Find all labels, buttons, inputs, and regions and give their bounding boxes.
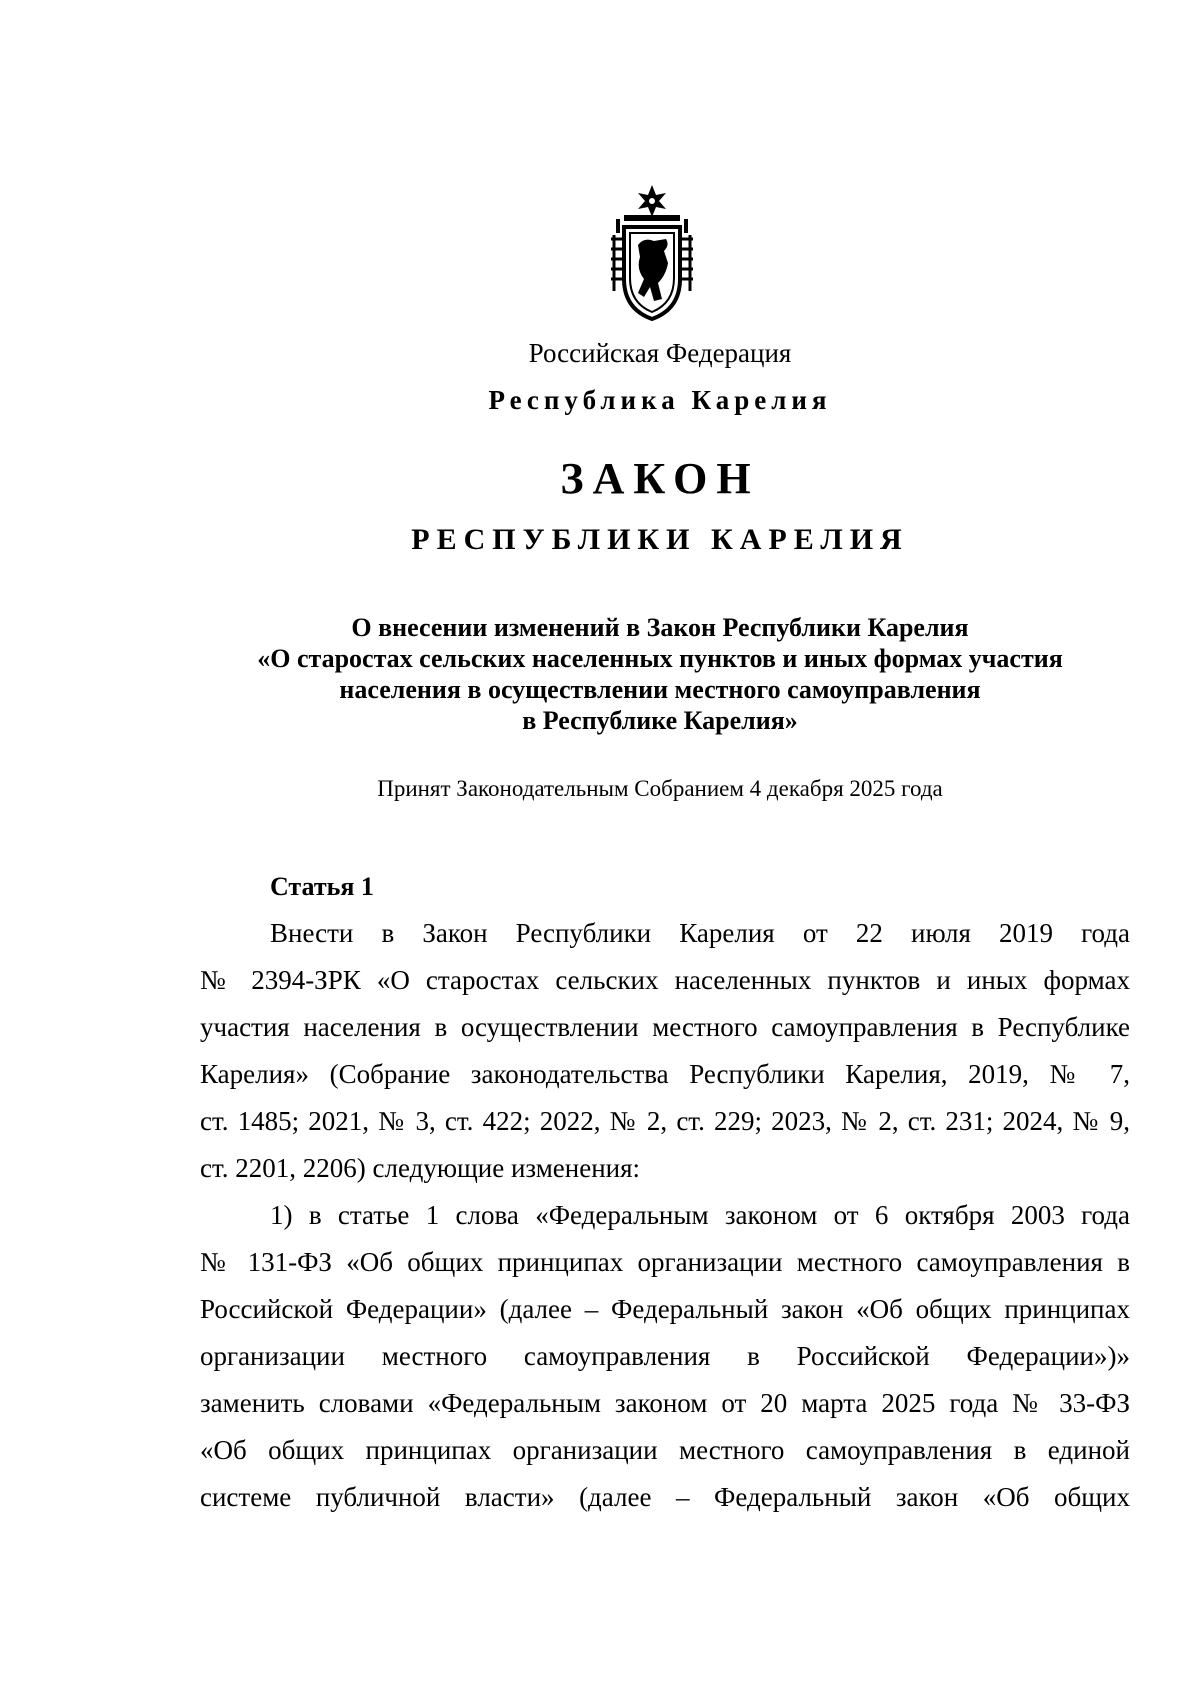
law-title-line: в Республике Карелия» — [522, 706, 798, 735]
body-line: заменить словами «Федеральным законом от 20 марта 2025 года № 33-ФЗ — [200, 1388, 1130, 1418]
body-line: № 2394-ЗРК «О старостах сельских населенных пунктов и иных формах — [200, 965, 1130, 995]
body-line: участия населения в осуществлении местного самоуправления в Республике — [200, 1012, 1130, 1042]
law-title — [0, 612, 1200, 736]
adoption-note: Принят Законодательным Собранием 4 декабря 2025 года — [377, 776, 943, 801]
body-line: «Об общих принципах организации местного самоуправления в единой — [200, 1435, 1130, 1465]
law-title-line: населения в осуществлении местного самоуправления — [339, 675, 981, 704]
body-line: 1) в статье 1 слова «Федеральным законом от 6 октября 2003 года — [270, 1200, 1130, 1230]
body-line: Внести в Закон Республики Карелия от 22 июля 2019 года — [270, 918, 1130, 948]
country-name: Российская Федерация — [528, 338, 792, 368]
document-type: ЗАКОН — [560, 454, 760, 503]
body-line: ст. 1485; 2021, № 3, ст. 422; 2022, № 2, ст. 229; 2023, № 2, ст. 231; 2024, № 9, — [200, 1106, 1130, 1136]
article-body — [200, 910, 1130, 1521]
body-line: Карелия» (Собрание законодательства Республики Карелия, 2019, № 7, — [200, 1059, 1130, 1089]
body-line: № 131-ФЗ «Об общих принципах организации местного самоуправления в — [200, 1247, 1130, 1277]
karelia-coat-of-arms-icon — [608, 183, 696, 323]
article-heading: Статья 1 — [270, 872, 374, 901]
body-line: системе публичной власти» (далее – Федеральный закон «Об общих — [200, 1482, 1130, 1512]
law-title-line: «О старостах сельских населенных пунктов и иных формах участия — [257, 644, 1063, 673]
body-line: организации местного самоуправления в Российской Федерации»)» — [200, 1341, 1130, 1371]
law-title-line: О внесении изменений в Закон Республики Карелия — [351, 613, 969, 642]
body-line: ст. 2201, 2206) следующие изменения: — [200, 1153, 641, 1183]
document-issuer: РЕСПУБЛИКИ КАРЕЛИЯ — [411, 523, 909, 556]
republic-name: Республика Карелия — [488, 385, 832, 415]
body-line: Российской Федерации» (далее – Федеральный закон «Об общих принципах — [200, 1294, 1130, 1324]
